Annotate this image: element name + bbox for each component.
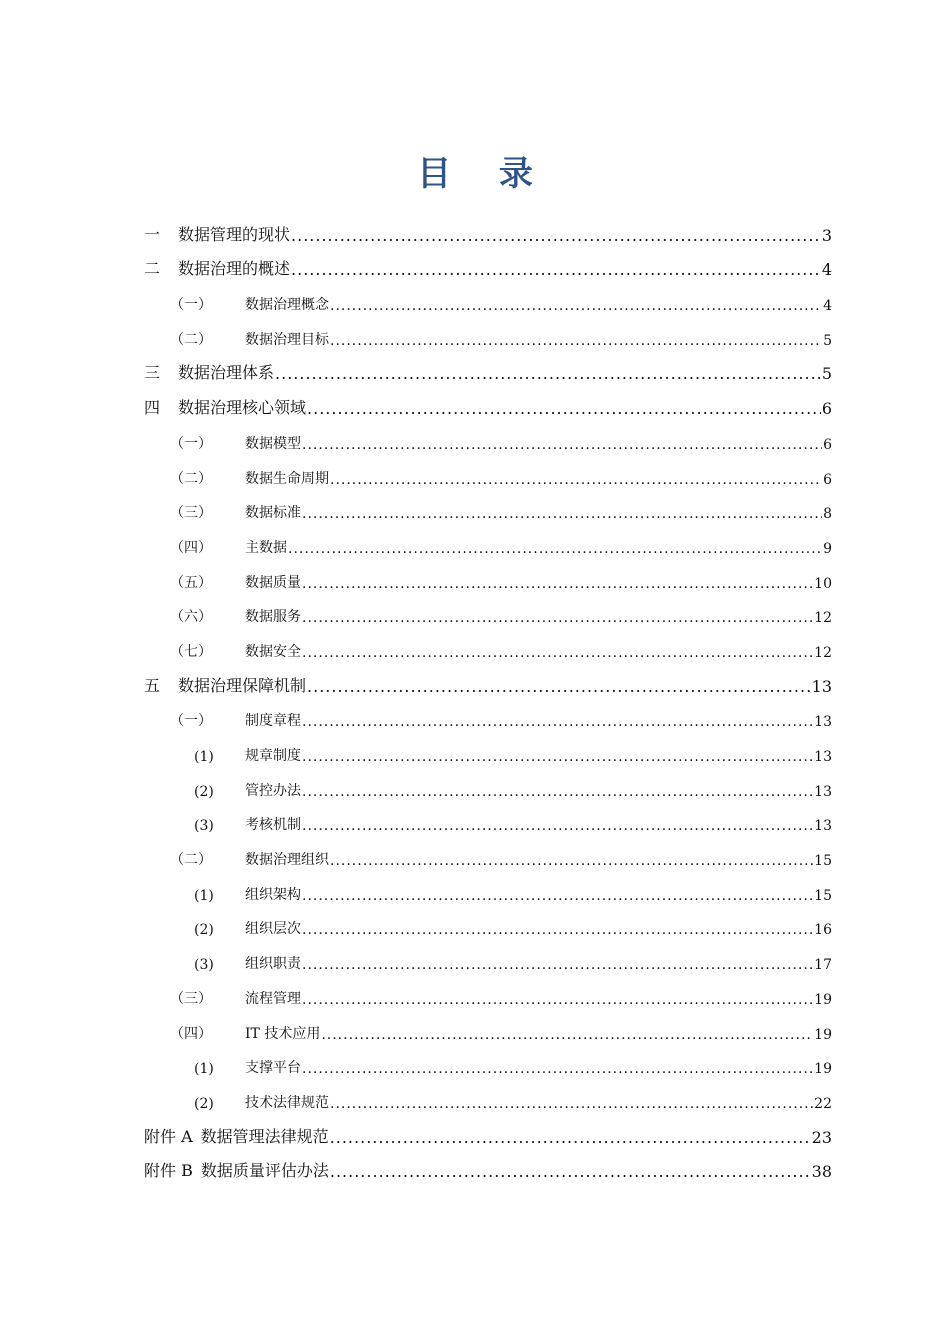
toc-entry-page-number: 13 [811,676,832,696]
toc-leader-dots [302,888,813,904]
toc-entry-label: 数据治理体系 [178,363,275,383]
toc-entry-number: （一） [170,435,212,452]
toc-entry-number: 三 [144,363,161,383]
toc-entry-number: (3) [194,818,214,835]
toc-leader-dots [291,260,821,279]
toc-entry-page-number: 12 [814,644,832,661]
toc-entry-page-number: 6 [823,471,832,488]
toc-leader-dots [330,853,813,869]
toc-entry-page-number: 5 [823,332,832,349]
toc-entry-number: （四） [170,1025,212,1042]
toc-entry-number: （二） [170,331,212,348]
toc-entry[interactable] [144,632,832,667]
toc-entry-label: 数据生命周期 [245,470,329,487]
toc-entry[interactable] [144,1049,832,1084]
toc-entry-number: （一） [170,297,212,314]
toc-entry[interactable] [144,702,832,737]
toc-entry-page-number: 5 [821,364,832,384]
toc-entry-number: （七） [170,643,212,660]
toc-entry[interactable] [144,320,832,355]
toc-leader-dots [302,749,813,765]
toc-entry[interactable] [144,979,832,1014]
toc-entry-page-number: 13 [814,783,832,800]
toc-entry-page-number: 12 [814,610,832,627]
toc-entry-label: 数据治理目标 [245,331,329,348]
toc-entry-number: (3) [194,957,214,974]
toc-entry[interactable] [144,424,832,459]
toc-leader-dots [291,226,821,245]
toc-entry[interactable] [144,389,832,424]
toc-entry-page-number: 10 [814,575,832,592]
toc-entry[interactable] [144,494,832,529]
toc-entry[interactable] [144,1083,832,1118]
toc-entry-label: 组织职责 [245,956,301,973]
toc-entry-label: 数据治理核心领域 [178,398,307,418]
toc-entry[interactable] [144,598,832,633]
toc-leader-dots [330,1128,811,1147]
toc-leader-dots [302,784,813,800]
toc-entry-number: （三） [170,505,212,522]
toc-entry-number: 四 [144,398,161,418]
toc-entry-label: 数据标准 [245,505,301,522]
toc-entry-number: （二） [170,852,212,869]
toc-entry-page-number: 15 [814,853,832,870]
toc-entry-page-number: 8 [823,506,832,523]
toc-entry-number: (2) [194,783,214,800]
toc-leader-dots [321,1027,813,1043]
table-of-contents [144,216,832,1187]
toc-leader-dots [302,714,813,730]
toc-entry-number: 一 [144,224,161,244]
toc-entry[interactable] [144,840,832,875]
toc-entry-number: 五 [144,675,161,695]
toc-entry[interactable] [144,528,832,563]
toc-entry-number: （四） [170,539,212,556]
toc-entry-number: (2) [194,922,214,939]
toc-entry-page-number: 22 [814,1095,832,1112]
toc-leader-dots [302,992,813,1008]
toc-entry[interactable] [144,806,832,841]
toc-entry-page-number: 3 [821,225,832,245]
toc-entry-number: （六） [170,609,212,626]
toc-entry-number: 二 [144,259,161,279]
toc-entry[interactable] [144,1118,832,1153]
toc-entry[interactable] [144,944,832,979]
toc-entry-page-number: 17 [814,957,832,974]
toc-entry-label: 组织层次 [245,921,301,938]
toc-leader-dots [330,298,822,314]
toc-leader-dots [330,1096,813,1112]
toc-entry-label: 数据管理法律规范 [200,1126,329,1146]
toc-entry[interactable] [144,459,832,494]
toc-entry[interactable] [144,1153,832,1188]
toc-entry-label: 数据管理的现状 [178,224,291,244]
toc-entry-label: 数据服务 [245,609,301,626]
toc-leader-dots [302,506,822,522]
toc-entry-number: （二） [170,470,212,487]
toc-entry[interactable] [144,736,832,771]
toc-entry-page-number: 13 [814,714,832,731]
toc-entry-number: (1) [194,1061,214,1078]
toc-entry-number: （一） [170,713,212,730]
toc-entry[interactable] [144,667,832,702]
toc-leader-dots [302,576,813,592]
toc-leader-dots [330,1162,811,1181]
toc-entry-label: 技术法律规范 [245,1094,329,1111]
toc-entry-label: 数据质量 [245,574,301,591]
toc-entry-label: 数据质量评估办法 [200,1161,329,1181]
toc-leader-dots [302,1061,813,1077]
toc-entry[interactable] [144,355,832,390]
toc-entry-page-number: 13 [814,749,832,765]
toc-entry-page-number: 15 [814,887,832,904]
toc-entry-page-number: 38 [811,1162,832,1182]
toc-entry-page-number: 16 [814,922,832,939]
toc-leader-dots [288,541,822,557]
toc-leader-dots [302,922,813,938]
toc-leader-dots [302,818,813,834]
toc-entry-page-number: 9 [823,540,832,557]
toc-leader-dots [302,645,813,661]
toc-entry[interactable] [144,216,832,251]
toc-entry-page-number: 4 [823,298,832,315]
toc-entry[interactable] [144,875,832,910]
toc-leader-dots [330,472,822,488]
toc-entry-page-number: 4 [821,260,832,280]
toc-title: 目 录 [417,154,551,194]
toc-entry-number: （三） [170,990,212,1007]
toc-entry-page-number: 6 [823,436,832,453]
toc-entry-label: 考核机制 [245,817,301,834]
toc-entry-label: 制度章程 [245,713,301,730]
toc-entry[interactable] [144,563,832,598]
toc-leader-dots [307,677,811,696]
toc-entry-page-number: 23 [811,1127,832,1147]
toc-entry-label: 数据治理的概述 [178,259,291,279]
toc-entry-page-number: 19 [814,1061,832,1078]
toc-entry-number: (2) [194,1095,214,1112]
toc-entry-label: 组织架构 [245,886,301,903]
toc-entry-page-number: 19 [814,991,832,1008]
toc-entry-label: 支撑平台 [245,1060,301,1077]
toc-leader-dots [302,957,813,973]
toc-entry-page-number: 6 [821,399,832,419]
toc-entry-page-number: 13 [814,818,832,835]
toc-entry[interactable] [144,251,832,286]
toc-leader-dots [275,364,821,383]
toc-leader-dots [302,610,813,626]
toc-entry-number: 附件 A [144,1126,193,1146]
toc-entry-label: 数据安全 [245,643,301,660]
toc-entry[interactable] [144,910,832,945]
toc-entry-number: 附件 B [144,1161,193,1181]
toc-leader-dots [330,333,822,349]
toc-entry-label: 规章制度 [245,748,301,764]
toc-entry-label: 主数据 [245,539,287,556]
toc-entry-label: 数据治理组织 [245,852,329,869]
toc-entry[interactable] [144,771,832,806]
toc-entry-number: (1) [194,749,214,765]
toc-entry-label: 管控办法 [245,782,301,799]
toc-leader-dots [302,437,822,453]
toc-entry[interactable] [144,285,832,320]
toc-entry-label: IT 技术应用 [245,1025,321,1042]
toc-entry-label: 数据模型 [245,435,301,452]
toc-entry-number: (1) [194,887,214,904]
toc-entry-label: 流程管理 [245,990,301,1007]
toc-entry-page-number: 19 [814,1026,832,1043]
toc-entry-label: 数据治理概念 [245,297,329,314]
toc-entry-number: （五） [170,574,212,591]
toc-entry[interactable] [144,1014,832,1049]
toc-entry-label: 数据治理保障机制 [178,675,307,695]
toc-leader-dots [307,399,821,418]
